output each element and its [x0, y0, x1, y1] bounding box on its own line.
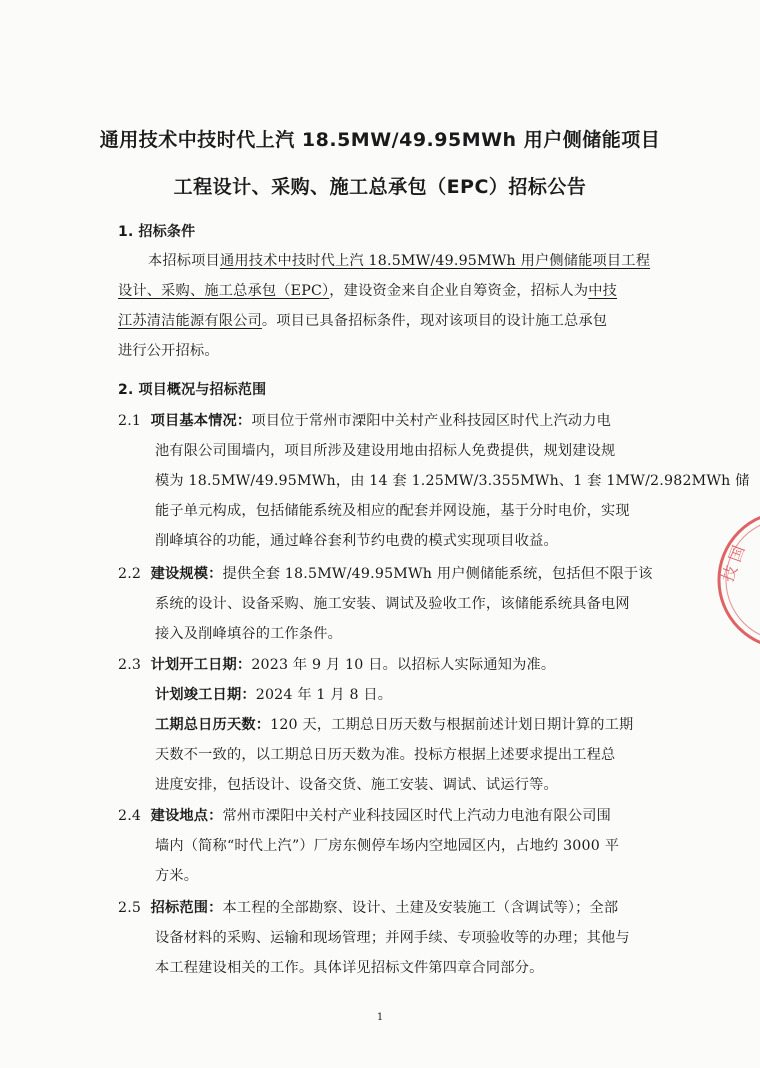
text-span: 常州市溧阳中关村产业科技园区时代上汽动力电池有限公司围 — [222, 808, 612, 824]
item-label: 建设规模： — [150, 566, 223, 582]
page-number: 1 — [376, 1012, 384, 1023]
item-number: 2.4 — [118, 808, 142, 824]
s21-line2: 池有限公司围墙内，项目所涉及建设用地由招标人免费提供，规划建设规 — [155, 443, 616, 459]
s21-line1 — [118, 411, 611, 431]
text-span: 本工程的全部勘察、设计、土建及安装施工（含调试等）；全部 — [222, 900, 619, 916]
svg-text:技 国: 技 国 — [717, 543, 749, 585]
project-name-underlined-cont: 设计、采购、施工总承包（EPC） — [118, 283, 330, 299]
item-label: 计划竣工日期： — [155, 687, 256, 703]
s21-line3: 模为 18.5MW/49.95MWh，由 14 套 1.25MW/3.355MWh、1 套 1MW/2.982MWh 储 — [155, 473, 750, 489]
s25-line2: 设备材料的采购、运输和现场管理；并网手续、专项验收等的办理；其他与 — [155, 930, 630, 946]
text-span: 。项目已具备招标条件，现对该项目的设计施工总承包 — [261, 313, 608, 329]
s24-line1 — [118, 806, 611, 826]
item-number: 2.1 — [118, 413, 142, 429]
document-title-line1: 通用技术中技时代上汽 18.5MW/49.95MWh 用户侧储能项目 — [99, 129, 661, 151]
s23-line2 — [155, 685, 392, 705]
item-label: 计划开工日期： — [150, 657, 252, 673]
section2-heading: 2. 项目概况与招标范围 — [118, 382, 267, 398]
item-label: 工期总日历天数： — [155, 717, 271, 733]
s23-line4: 天数不一致的，以工期总日历天数为准。投标方根据上述要求提出工程总 — [155, 747, 616, 763]
tenderer-underlined-cont: 江苏清洁能源有限公司 — [118, 313, 262, 329]
text-span: 2023 年 9 月 10 日。以招标人实际通知为准。 — [251, 657, 556, 673]
s22-line3: 接入及削峰填谷的工作条件。 — [155, 626, 343, 642]
text-span: 项目位于常州市溧阳中关村产业科技园区时代上汽动力电 — [251, 413, 612, 429]
s24-line3: 方米。 — [155, 868, 199, 884]
text-span: ，建设资金来自企业自筹资金，招标人为 — [329, 283, 589, 299]
text-span: 120 天，工期总日历天数与根据前述计划日期计算的工期 — [270, 717, 634, 733]
text-span: 提供全套 18.5MW/49.95MWh 用户侧储能系统，包括但不限于该 — [222, 566, 653, 582]
tenderer-underlined: 中技 — [588, 283, 618, 299]
project-name-underlined: 通用技术中技时代上汽 18.5MW/49.95MWh 用户侧储能项目工程 — [219, 253, 651, 269]
item-label: 建设地点： — [150, 808, 223, 824]
section1-para-line3 — [118, 311, 607, 331]
section1-para-line4: 进行公开招标。 — [118, 343, 219, 359]
section1-heading: 1. 招标条件 — [118, 224, 196, 240]
s23-line5: 进度安排，包括设计、设备交货、施工安装、调试、试运行等。 — [155, 777, 558, 793]
section1-para-line1 — [148, 251, 650, 271]
s25-line3: 本工程建设相关的工作。具体详见招标文件第四章合同部分。 — [155, 960, 544, 976]
item-number: 2.2 — [118, 566, 142, 582]
item-number: 2.5 — [118, 900, 142, 916]
item-label: 招标范围： — [150, 900, 223, 916]
document-title-line2: 工程设计、采购、施工总承包（EPC）招标公告 — [173, 176, 587, 198]
s22-line1 — [118, 564, 653, 584]
s22-line2: 系统的设计、设备采购、施工安装、调试及验收工作，该储能系统具备电网 — [155, 596, 630, 612]
s23-line1 — [118, 655, 555, 675]
text-span: 2024 年 1 月 8 日。 — [255, 687, 393, 703]
section1-para-line2 — [118, 281, 617, 301]
s24-line2: 墙内（简称“时代上汽”）厂房东侧停车场内空地园区内，占地约 3000 平 — [155, 838, 620, 854]
s23-line3 — [155, 715, 633, 735]
s25-line1 — [118, 898, 618, 918]
item-number: 2.3 — [118, 657, 142, 673]
text-span: 本招标项目 — [148, 253, 220, 269]
item-label: 项目基本情况： — [150, 413, 252, 429]
s21-line5: 削峰填谷的功能，通过峰谷套利节约电费的模式实现项目收益。 — [155, 533, 558, 549]
seal-stamp-icon — [712, 505, 760, 655]
s21-line4: 能子单元构成，包括储能系统及相应的配套并网设施，基于分时电价，实现 — [155, 503, 630, 519]
